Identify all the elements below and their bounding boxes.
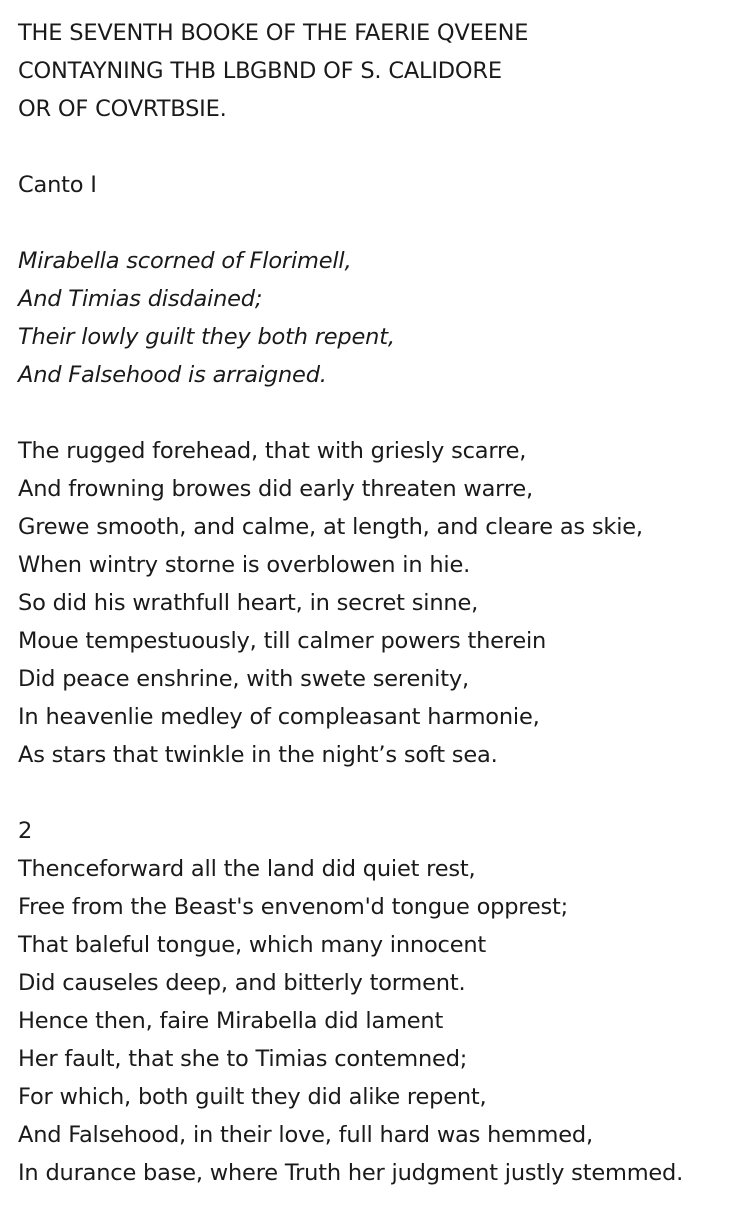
argument-line: And Timias disdained; (18, 286, 263, 312)
verse-line: Thenceforward all the land did quiet rest, (18, 856, 476, 882)
verse-line: Moue tempestuously, till calmer powers therein (18, 628, 547, 654)
argument-line: Their lowly guilt they both repent, (18, 324, 395, 350)
verse-line: When wintry storne is overblowen in hie. (18, 552, 471, 578)
verse-line: The rugged forehead, that with griesly scarre, (18, 438, 527, 464)
stanza-number: 2 (18, 818, 33, 844)
verse-line: Did causeles deep, and bitterly torment. (18, 970, 466, 996)
canto-heading: Canto I (18, 172, 97, 198)
verse-line: In durance base, where Truth her judgment justly stemmed. (18, 1160, 684, 1186)
verse-line: As stars that twinkle in the night’s soft sea. (18, 742, 498, 768)
argument-line: Mirabella scorned of Florimell, (18, 248, 352, 274)
title-line-1: THE SEVENTH BOOKE OF THE FAERIE QVEENE (18, 20, 529, 46)
stanza-2 (18, 850, 728, 1192)
verse-line: Her fault, that she to Timias contemned; (18, 1046, 468, 1072)
verse-line: And Falsehood, in their love, full hard was hemmed, (18, 1122, 593, 1148)
document-page (18, 14, 728, 1192)
verse-line: Free from the Beast's envenom'd tongue opprest; (18, 894, 569, 920)
verse-line: In heavenlie medley of compleasant harmonie, (18, 704, 540, 730)
verse-line: So did his wrathfull heart, in secret sinne, (18, 590, 479, 616)
book-title (18, 14, 728, 128)
argument-line: And Falsehood is arraigned. (18, 362, 327, 388)
verse-line: Hence then, faire Mirabella did lament (18, 1008, 444, 1034)
verse-line: Grewe smooth, and calme, at length, and cleare as skie, (18, 514, 643, 540)
verse-line: And frowning browes did early threaten warre, (18, 476, 533, 502)
verse-line: That baleful tongue, which many innocent (18, 932, 487, 958)
title-line-2: CONTAYNING THB LBGBND OF S. CALIDORE (18, 58, 502, 84)
stanza-1 (18, 432, 728, 774)
verse-line: For which, both guilt they did alike repent, (18, 1084, 487, 1110)
canto-argument (18, 242, 728, 394)
title-line-3: OR OF COVRTBSIE. (18, 96, 227, 122)
verse-line: Did peace enshrine, with swete serenity, (18, 666, 469, 692)
